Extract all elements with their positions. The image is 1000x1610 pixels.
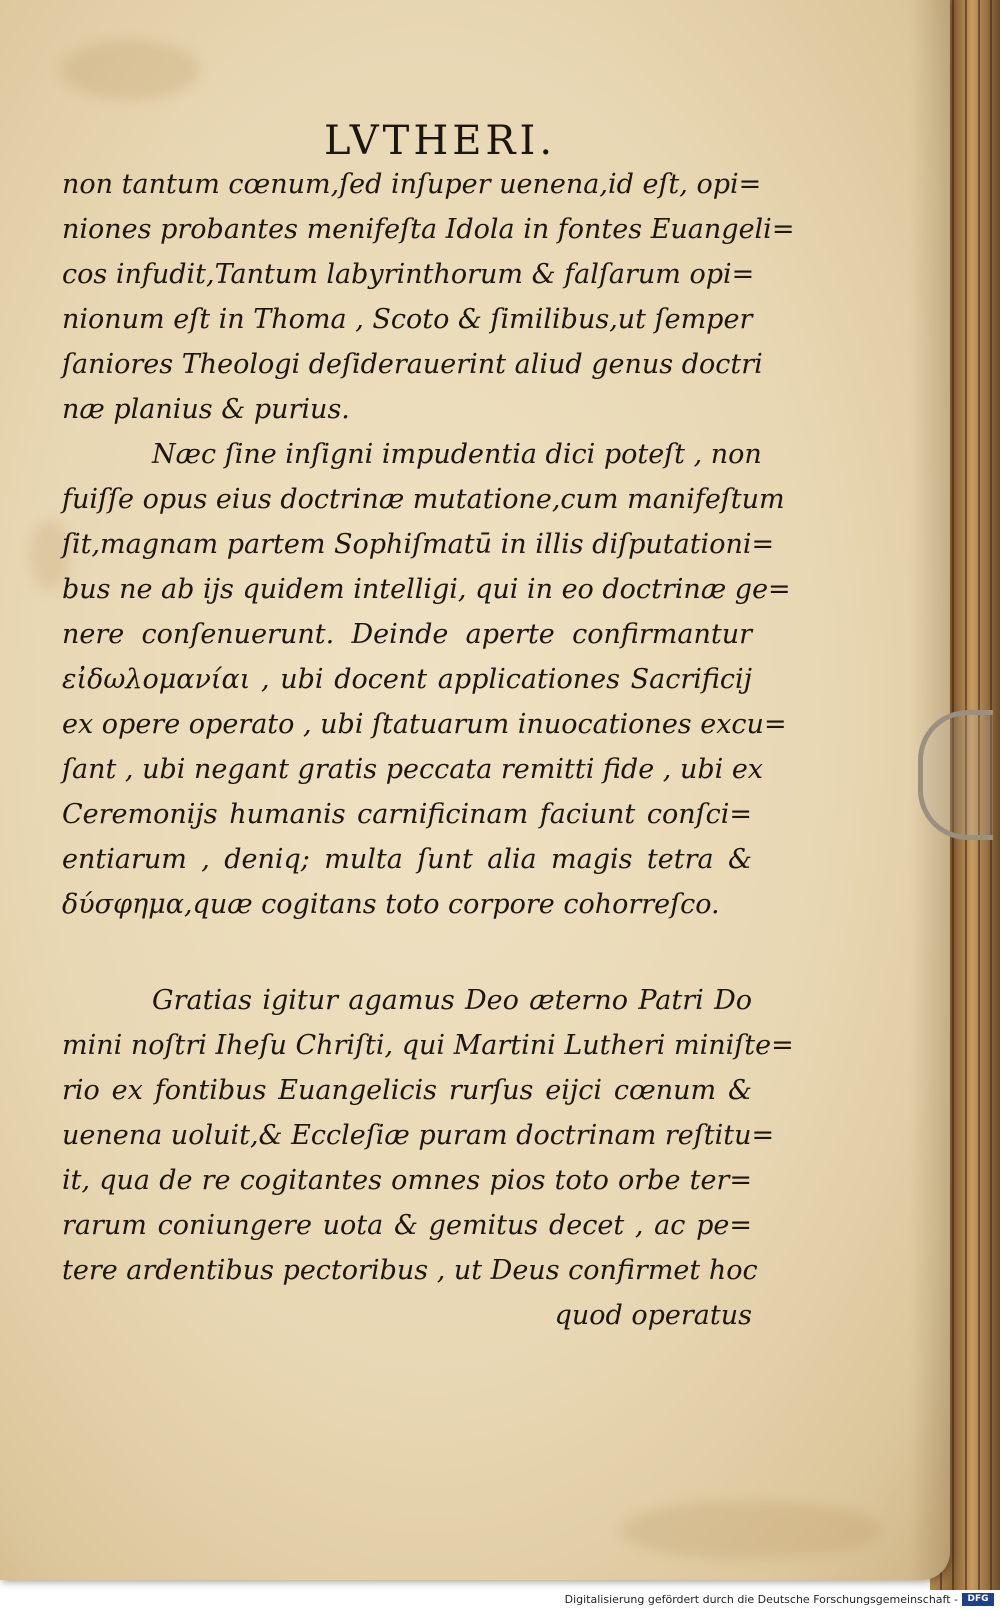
text-line: Ceremonijs humanis carnificinam faciunt conſci=	[62, 799, 752, 830]
paper-stain	[620, 1500, 880, 1560]
text-line: ſant , ubi negant gratis peccata remitti fide , ubi ex	[62, 754, 764, 785]
paragraph-2	[62, 432, 791, 927]
paper-stain	[60, 40, 200, 100]
text-line: nionum eſt in Thoma , Scoto & ſimilibus,ut ſemper	[62, 304, 753, 335]
paragraph-1	[62, 162, 795, 432]
text-line: rarum coniungere uota & gemitus decet , ac pe=	[62, 1210, 752, 1241]
text-line: Gratias igitur agamus Deo æterno Patri Do	[152, 985, 752, 1016]
text-line: cos infudit,Tantum labyrinthorum & falſarum opi=	[62, 259, 755, 290]
paragraph-3	[62, 978, 794, 1338]
text-line: rio ex fontibus Euangelicis rurſus eijci cœnum &	[62, 1075, 752, 1106]
text-line: ſit,magnam partem Sophiſmatū in illis diſputationi=	[62, 529, 775, 560]
text-line: Næc ſine inſigni impudentia dici poteſt , non	[152, 439, 762, 470]
dfg-logo: DFG	[962, 1593, 994, 1606]
footer-credit: Digitalisierung gefördert durch die Deutsche Forschungsgemeinschaft -	[564, 1593, 958, 1606]
text-line: mini noſtri Iheſu Chriſti, qui Martini Lutheri miniſte=	[62, 1030, 794, 1061]
text-line: næ planius & purius.	[62, 394, 350, 425]
running-title: LVTHERI.	[323, 118, 557, 164]
text-line: ſaniores Theologi deſiderauerint aliud genus doctri	[62, 349, 763, 380]
book-clip	[918, 710, 993, 840]
catchword: quod operatus	[554, 1300, 752, 1331]
text-line: εἰδωλομανίαι , ubi docent applicationes Sacrificij	[62, 664, 752, 695]
text-line: tere ardentibus pectoribus , ut Deus confirmet hoc	[62, 1255, 758, 1286]
text-line: it, qua de re cogitantes omnes pios toto orbe ter=	[62, 1165, 752, 1196]
text-line: ex opere operato , ubi ſtatuarum inuocationes excu=	[62, 709, 787, 740]
text-line: non tantum cœnum,ſed inſuper uenena,id eſt, opi=	[62, 169, 762, 200]
text-line: bus ne ab ijs quidem intelligi, qui in eo doctrinæ ge=	[62, 574, 791, 605]
text-line: niones probantes menifeſta Idola in fontes Euangeli=	[62, 214, 795, 245]
text-line: nere conſenuerunt. Deinde aperte confirmantur	[62, 619, 752, 650]
text-line: δύσφημα,quæ cogitans toto corpore cohorreſco.	[62, 889, 720, 920]
text-line: uenena uoluit,& Eccleſiæ puram doctrinam reſtitu=	[62, 1120, 775, 1151]
text-line: fuiſſe opus eius doctrinæ mutatione,cum manifeſtum	[62, 484, 785, 515]
text-line: entiarum , deniq; multa ſunt alia magis tetra &	[62, 844, 752, 875]
footer-bar	[0, 1590, 1000, 1610]
